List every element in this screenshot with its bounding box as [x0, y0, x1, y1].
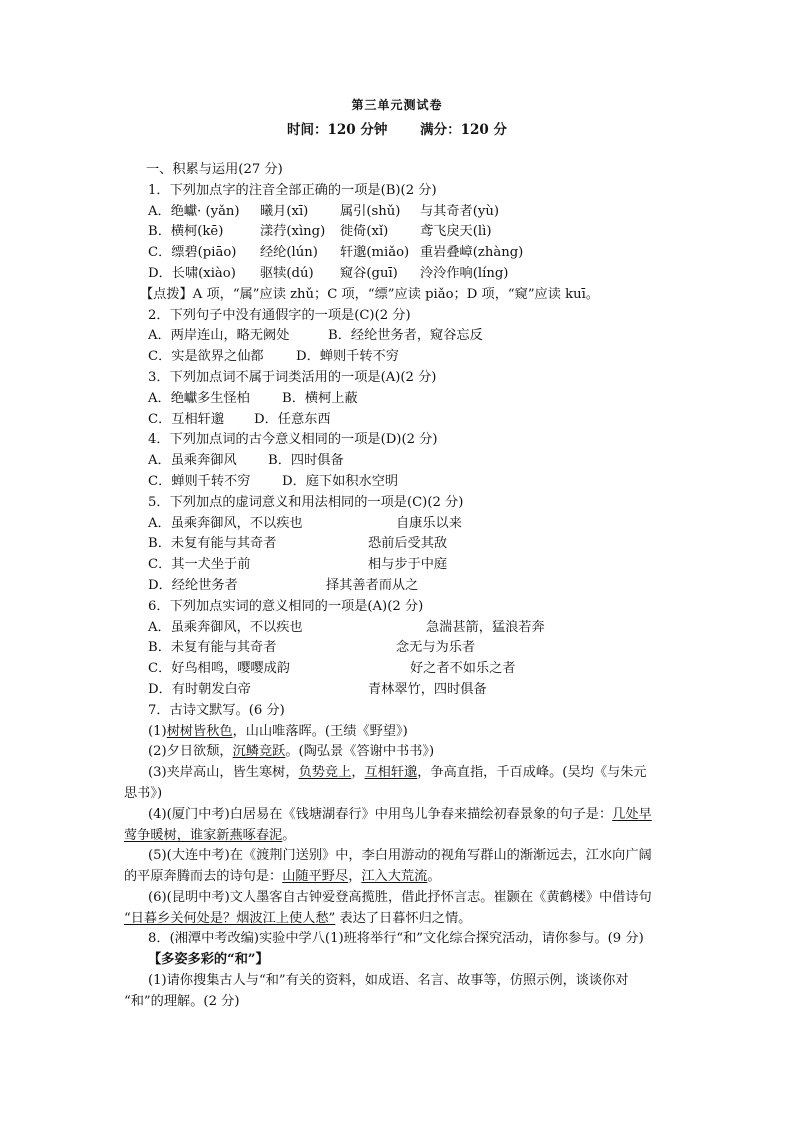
question-5-option-a: A．虽乘奔御风，不以疾也 自康乐以来: [148, 515, 462, 531]
question-4-options-ab: A．虽乘奔御风 B．四时俱备: [148, 453, 344, 469]
question-1-note: 【点拨】A 项，“属”应读 zhǔ；C 项，“缥”应读 piǎo；D 项，“窥”应读 kuī。: [140, 286, 600, 302]
exam-info: [0, 118, 794, 138]
question-8-stem: 8．(湘潭中考改编)实验中学八(1)班将举行“和”文化综合探究活动，请你参与。(9 分): [148, 931, 644, 947]
question-6-option-d: D．有时朝发白帝 青林翠竹，四时俱备: [148, 681, 487, 697]
question-1-stem: 1．下列加点字的注音全部正确的一项是(B)(2 分): [148, 182, 437, 198]
question-2-options-cd: C．实是欲界之仙都 D．蝉则千转不穷: [148, 349, 399, 365]
question-3-options-cd: C．互相轩邈 D．任意东西: [148, 411, 331, 427]
question-3-stem: 3．下列加点词不属于词类活用的一项是(A)(2 分): [148, 369, 437, 385]
question-6-option-a: A．虽乘奔御风，不以疾也 急湍甚箭，猛浪若奔: [148, 619, 545, 635]
page-title: 第三单元测试卷: [351, 98, 443, 112]
exam-content: [124, 160, 688, 1013]
question-7-item-3-cont: 思书》): [124, 785, 163, 801]
question-2-stem: 2．下列句子中没有通假字的一项是(C)(2 分): [148, 307, 411, 323]
question-1-option-c: C．缥碧(piāo) 经纶(lún) 轩邈(miǎo) 重岩叠嶂(zhàng): [148, 245, 524, 261]
question-4-stem: 4．下列加点词的古今意义相同的一项是(D)(2 分): [148, 432, 438, 448]
question-7-item-3: (3)夹岸高山，皆生寒树，负势竞上，互相轩邈，争高直指，千百成峰。(吴均《与朱元: [148, 765, 647, 781]
question-8-part-1: (1)请你搜集古人与“和”有关的资料，如成语、名言、故事等，仿照示例，谈谈你对: [148, 973, 629, 989]
question-6-stem: 6．下列加点实词的意义相同的一项是(A)(2 分): [148, 598, 424, 614]
exam-score: 满分：120 分: [420, 122, 507, 138]
question-1-option-a: A．绝巘· (yǎn) 曦月(xī) 属引(shǔ) 与其奇者(yù): [148, 203, 499, 219]
question-5-stem: 5．下列加点的虚词意义和用法相同的一项是(C)(2 分): [148, 494, 464, 510]
question-1-option-b: B．横柯(kē) 漾荇(xìng) 徙倚(xǐ) 鸢飞戾天(lì): [148, 224, 492, 240]
question-7-item-5-cont: 的平原奔腾而去的诗句是：山随平野尽，江入大荒流。: [124, 869, 441, 885]
question-8-subheading: 【多姿多彩的“和”】: [148, 952, 269, 968]
question-7-stem: 7．古诗文默写。(6 分): [148, 702, 285, 718]
question-2-options-ab: A．两岸连山，略无阙处 B．经纶世务者，窥谷忘反: [148, 328, 483, 344]
question-8-part-1-cont: “和”的理解。(2 分): [124, 993, 240, 1009]
question-7-item-1: (1)树树皆秋色，山山唯落晖。(王绩《野望》): [148, 723, 408, 739]
question-3-options-ab: A．绝巘多生怪柏 B．横柯上蔽: [148, 390, 358, 406]
question-7-item-6: (6)(昆明中考)文人墨客自古钟爱登高揽胜，借此抒怀言志。崔颢在《黄鹤楼》中借诗句: [148, 889, 652, 905]
question-7-item-4-cont: 莺争暖树，谁家新燕啄春泥。: [124, 827, 296, 843]
question-7-item-4: (4)(厦门中考)白居易在《钱塘湖春行》中用鸟儿争春来描绘初春景象的句子是：几处早: [148, 806, 652, 822]
question-6-option-b: B．未复有能与其奇者 念无与为乐者: [148, 640, 476, 656]
section-heading: 一、积累与运用(27 分): [146, 162, 283, 177]
question-7-item-5: (5)(大连中考)在《渡荆门送别》中，李白用游动的视角写群山的渐渐远去，江水向广阔: [148, 848, 652, 864]
question-5-option-c: C．其一犬坐于前 相与步于中庭: [148, 557, 448, 573]
question-5-option-b: B．未复有能与其奇者 恐前后受其敌: [148, 536, 448, 552]
question-5-option-d: D．经纶世务者 择其善者而从之: [148, 577, 419, 593]
question-6-option-c: C．好鸟相鸣，嘤嘤成韵 好之者不如乐之者: [148, 661, 516, 677]
question-4-options-cd: C．蝉则千转不穷 D．庭下如积水空明: [148, 473, 399, 489]
exam-time: 时间：120 分钟: [287, 122, 388, 138]
question-7-item-2: (2)夕日欲颓，沉鳞竞跃。(陶弘景《答谢中书书》): [148, 744, 435, 760]
question-1-option-d: D．长啸(xiào) 驱犊(dú) 窥谷(guī) 泠泠作响(líng): [148, 265, 509, 281]
question-7-item-6-cont: “日暮乡关何处是？烟波江上使人愁” 表达了日暮怀归之情。: [124, 910, 472, 926]
